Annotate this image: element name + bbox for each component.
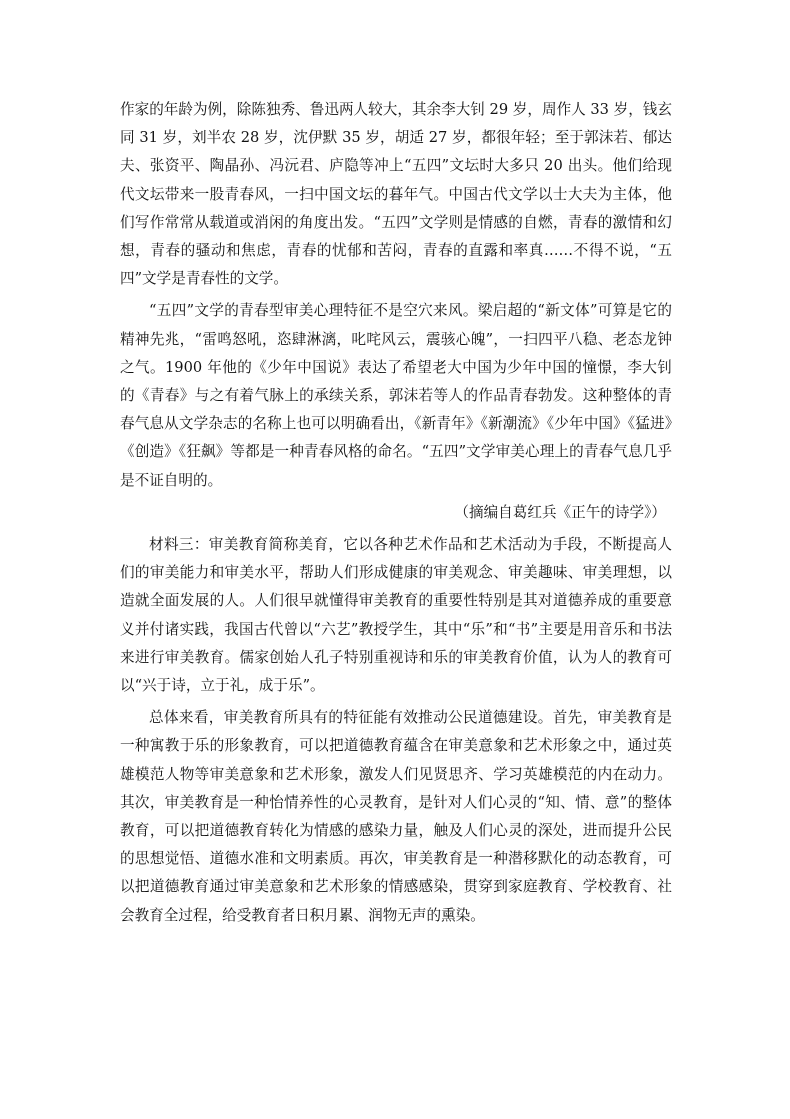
paragraph-moral-education: 总体来看，审美教育所具有的特征能有效推动公民道德建设。首先，审美教育是一种寓教于乐的形象教育，可以把道德教育蕴含在审美意象和艺术形象之中，通过英雄模范人物等审美意象和艺术形象，激发人们见贤思齐、学习英雄模范的内在动力。其次，审美教育是一种怡情养性的心灵教育，是针对人们心灵的“知、情、意”的整体教育，可以把道德教育转化为情感的感染力量，触及人们心灵的深处，进而提升公民的思想觉悟、道德水准和文明素质。再次，审美教育是一种潜移默化的动态教育，可以把道德教育通过审美意象和艺术形象的情感感染，贯穿到家庭教育、学校教育、社会教育全过程，给受教育者日积月累、润物无声的熏染。 xyxy=(120,709,672,924)
paragraph-youth-aesthetics: “五四”文学的青春型审美心理特征不是空穴来风。梁启超的“新文体”可算是它的精神先兆，“雷鸣怒吼，恣肆淋漓，叱咤风云，震骇心魄”，一扫四平八稳、老态龙钟之气。1900 年他的《少年中国说》表达了希望老大中国为少年中国的憧憬，李大钊的《青春》与之有着气脉上的承续关系，郭沫若等人的作品青春勃发。这种整体的青春气息从文学杂志的名称上也可以明确看出，《新青年》《新潮流》《少年中国》《猛进》《创造》《狂飙》等都是一种青春风格的命名。“五四”文学审美心理上的青春气息几乎是不证自明的。 xyxy=(120,302,672,489)
paragraph-continuation: 作家的年龄为例，除陈独秀、鲁迅两人较大，其余李大钊 29 岁，周作人 33 岁，钱玄同 31 岁，刘半农 28 岁，沈伊默 35 岁，胡适 27 岁，都很年轻；至于郭沫若、郁达夫、张资平、陶晶孙、冯沅君、庐隐等冲上“五四”文坛时大多只 20 出头。他们给现代文坛带来一股青春风，一扫中国文坛的暮年气。中国古代文学以士大夫为主体，他们写作常常从载道或消闲的角度出发。“五四”文学则是情感的自燃，青春的激情和幻想，青春的骚动和焦虑，青春的忧郁和苦闷，青春的直露和率真……不得不说，“五四”文学是青春性的文学。 xyxy=(120,101,672,288)
document-page xyxy=(120,96,672,930)
paragraph-material-three: 材料三：审美教育简称美育，它以各种艺术作品和艺术活动为手段，不断提高人们的审美能力和审美水平，帮助人们形成健康的审美观念、审美趣味、审美理想，以造就全面发展的人。人们很早就懂得审美教育的重要性特别是其对道德养成的重要意义并付诸实践，我国古代曾以“六艺”教授学生，其中“乐”和“书”主要是用音乐和书法来进行审美教育。儒家创始人孔子特别重视诗和乐的审美教育价值，认为人的教育可以“兴于诗，立于礼，成于乐”。 xyxy=(120,536,672,695)
source-citation: （摘编自葛红兵《正午的诗学》） xyxy=(454,503,666,521)
